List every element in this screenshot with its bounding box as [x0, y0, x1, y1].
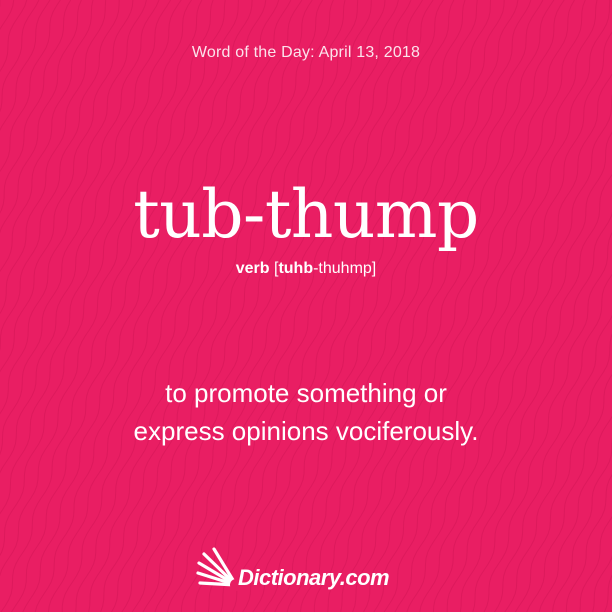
texture-line	[273, 0, 490, 612]
texture-line	[406, 0, 612, 612]
texture-line	[552, 0, 612, 612]
texture-line	[0, 0, 133, 612]
pronunciation-line	[0, 260, 612, 278]
pronunciation-open-bracket: [	[269, 260, 279, 277]
texture-line	[501, 0, 612, 612]
texture-line	[300, 0, 518, 612]
texture-line	[370, 0, 586, 612]
headword: tub-thump	[133, 176, 479, 253]
texture-line	[327, 0, 543, 612]
texture-line	[21, 0, 238, 612]
word-of-the-day-date: Word of the Day: April 13, 2018	[191, 44, 421, 61]
brand-name: Dictionary.com	[238, 565, 390, 590]
texture-line	[0, 0, 81, 612]
texture-line	[207, 0, 423, 612]
texture-line	[433, 0, 612, 612]
pronunciation-close-bracket: ]	[371, 260, 377, 277]
dictionary-logo	[196, 545, 418, 595]
texture-line	[0, 0, 60, 612]
texture-line	[491, 0, 612, 612]
texture-line	[0, 0, 202, 612]
texture-line	[0, 0, 181, 612]
texture-line	[579, 0, 612, 612]
texture-line	[167, 0, 385, 612]
texture-line	[75, 0, 291, 612]
texture-line	[118, 0, 333, 612]
part-of-speech: verb	[235, 260, 270, 277]
texture-line	[228, 0, 443, 612]
pronunciation-unstressed-syllable: -thuhmp	[313, 260, 372, 277]
texture-line	[62, 0, 279, 612]
texture-line	[108, 0, 323, 612]
texture-line	[86, 0, 302, 612]
texture-line	[287, 0, 505, 612]
texture-line	[181, 0, 398, 612]
definition-line: to promote something or	[165, 378, 447, 408]
texture-line	[239, 0, 454, 612]
texture-line	[35, 0, 253, 612]
texture-line	[194, 0, 411, 612]
definition	[56, 374, 556, 450]
texture-line	[314, 0, 531, 612]
texture-line	[48, 0, 265, 612]
definition-line: express opinions vociferously.	[133, 416, 479, 446]
texture-line	[218, 0, 433, 612]
texture-line	[360, 0, 575, 612]
texture-line	[393, 0, 610, 612]
texture-line	[338, 0, 554, 612]
pronunciation-stressed-syllable: tuhb	[278, 260, 314, 277]
